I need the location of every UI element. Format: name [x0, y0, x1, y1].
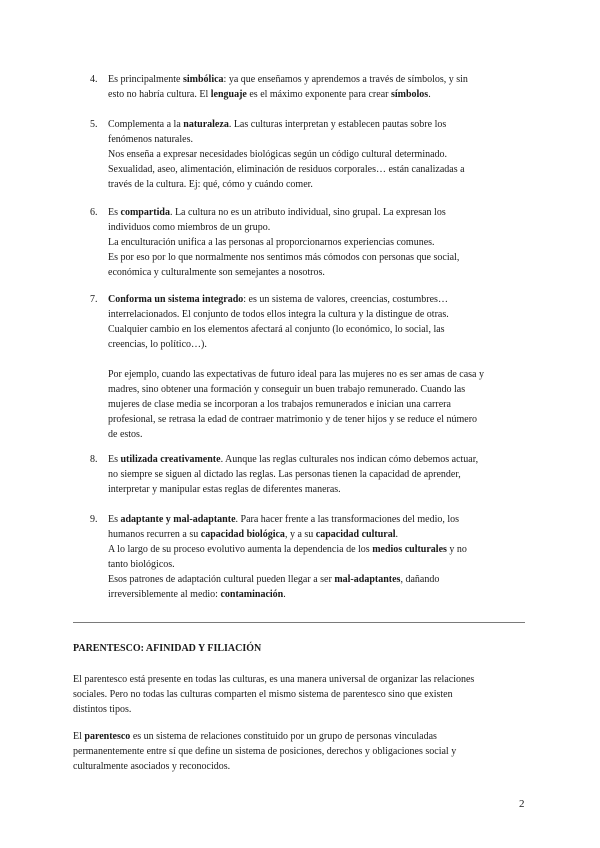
text-run: . Para hacer frente a las transformaciones del medio, los [235, 514, 460, 525]
text-run: es un sistema de relaciones constituido por un grupo de personas vinculadas [130, 731, 437, 742]
text-run: humanos recurren a su [108, 529, 201, 540]
text-run: : es un sistema de valores, creencias, costumbres… [243, 294, 448, 305]
list-item-text [108, 292, 530, 442]
text-run: El parentesco está presente en todas las culturas, es una manera universal de organizar las relaciones [73, 674, 475, 685]
text-run: . [395, 529, 399, 540]
text-run: creencias, lo político…). [108, 339, 207, 350]
text-run: Por ejemplo, cuando las expectativas de futuro ideal para las mujeres no es ser amas de casa y [108, 369, 484, 380]
list-item-text [108, 117, 530, 192]
text-run: profesional, se retrasa la edad de contraer matrimonio y de tener hijos y se reduce el número [108, 414, 478, 425]
bold-term: medios culturales [372, 544, 447, 555]
list-number: 4. [90, 74, 98, 85]
bold-term: Conforma un sistema integrado [108, 294, 244, 305]
text-run: Es principalmente [108, 74, 183, 85]
text-run: : ya que enseñamos y aprendemos a través de símbolos, y sin [223, 74, 468, 85]
text-run: . Aunque las reglas culturales nos indican cómo debemos actuar, [220, 454, 479, 465]
text-run: El [73, 731, 85, 742]
text-run: . Las culturas interpretan y establecen pautas sobre los [228, 119, 447, 130]
list-item-8 [90, 452, 530, 497]
text-run: individuos como miembros de un grupo. [108, 222, 271, 233]
text-run: no siempre se siguen al dictado las reglas. Las personas tienen la capacidad de aprender, [108, 469, 461, 480]
text-run: mujeres de clase media se incorporan a los trabajos remunerados e inician una carrera [108, 399, 451, 410]
section-heading: PARENTESCO: AFINIDAD Y FILIACIÓN [73, 643, 262, 654]
bold-term: capacidad biológica [200, 529, 285, 540]
bold-term: parentesco [84, 731, 131, 742]
bold-term: símbolos [390, 89, 429, 100]
text-run: distintos tipos. [73, 704, 132, 715]
text-run: través de la cultura. Ej: qué, cómo y cuándo comer. [108, 179, 313, 190]
bold-term: compartida [120, 207, 170, 218]
text-run: Sexualidad, aseo, alimentación, eliminación de residuos corporales… están canalizadas a [108, 164, 465, 175]
text-run: Cualquier cambio en los elementos afectará al conjunto (lo económico, lo social, las [108, 324, 445, 335]
list-item-text [108, 72, 530, 102]
bold-term: adaptante y mal-adaptante [120, 514, 236, 525]
page-number: 2 [519, 798, 525, 810]
text-run: Es [108, 207, 121, 218]
list-number: 9. [90, 514, 98, 525]
text-run: A lo largo de su proceso evolutivo aumenta la dependencia de los [108, 544, 373, 555]
text-run: permanentemente entre sí que define un sistema de posiciones, derechos y obligaciones social y [73, 746, 457, 757]
text-run: Es [108, 514, 121, 525]
text-run: Nos enseña a expresar necesidades biológicas según un código cultural determinado. [108, 149, 448, 160]
bold-term: utilizada creativamente [120, 454, 221, 465]
list-item-text [108, 205, 530, 280]
list-item-9 [90, 512, 530, 602]
list-number: 8. [90, 454, 98, 465]
bold-term: mal-adaptantes [334, 574, 401, 585]
list-item-text [108, 512, 530, 602]
list-item-5 [90, 117, 530, 192]
text-run: Esos patrones de adaptación cultural pueden llegar a ser [108, 574, 335, 585]
text-run: . [428, 89, 431, 100]
text-run: culturalmente asociados y reconocidos. [73, 761, 231, 772]
text-run: sociales. Pero no todas las culturas comparten el mismo sistema de parentesco sino que existen [73, 689, 453, 700]
text-run: económica y culturalmente son semejantes a nosotros. [108, 267, 325, 278]
bold-term: contaminación [220, 589, 284, 600]
text-run: La enculturación unifica a las personas al proporcionarnos experiencias comunes. [108, 237, 435, 248]
text-run: , dañando [400, 574, 440, 585]
text-run: . [283, 589, 286, 600]
section-paragraph [73, 672, 533, 717]
text-run: irreversiblemente al medio: [108, 589, 221, 600]
list-number: 7. [90, 294, 98, 305]
text-run: , y a su [284, 529, 316, 540]
text-run: interrelacionados. El conjunto de todos ellos integra la cultura y la distingue de otras. [108, 309, 449, 320]
list-item-7 [90, 292, 530, 442]
text-run: madres, sino obtener una formación y conseguir un buen trabajo remunerado. Cuando las [108, 384, 466, 395]
text-run: de estos. [108, 429, 143, 440]
text-run: y no [446, 544, 467, 555]
list-number: 6. [90, 207, 98, 218]
bold-term: simbólica [182, 74, 224, 85]
text-run: . La cultura no es un atributo individual, sino grupal. La expresan los [169, 207, 446, 218]
text-run: es el máximo exponente para crear [246, 89, 391, 100]
text-run: Es por eso por lo que normalmente nos sentimos más cómodos con personas que social, [108, 252, 460, 263]
text-run: interpretar y manipular estas reglas de diferentes maneras. [108, 484, 341, 495]
bold-term: lenguaje [210, 89, 247, 100]
list-item-4 [90, 72, 530, 102]
text-run: Complementa a la [108, 119, 184, 130]
list-item-text [108, 452, 530, 497]
list-item-6 [90, 205, 530, 280]
bold-term: capacidad cultural [315, 529, 396, 540]
text-run: esto no habría cultura. El [108, 89, 211, 100]
section-paragraph [73, 729, 533, 774]
bold-term: naturaleza [183, 119, 229, 130]
list-number: 5. [90, 119, 98, 130]
section-divider [73, 622, 525, 623]
text-run: Es [108, 454, 121, 465]
text-run: fenómenos naturales. [108, 134, 193, 145]
text-run: tanto biológicos. [108, 559, 175, 570]
